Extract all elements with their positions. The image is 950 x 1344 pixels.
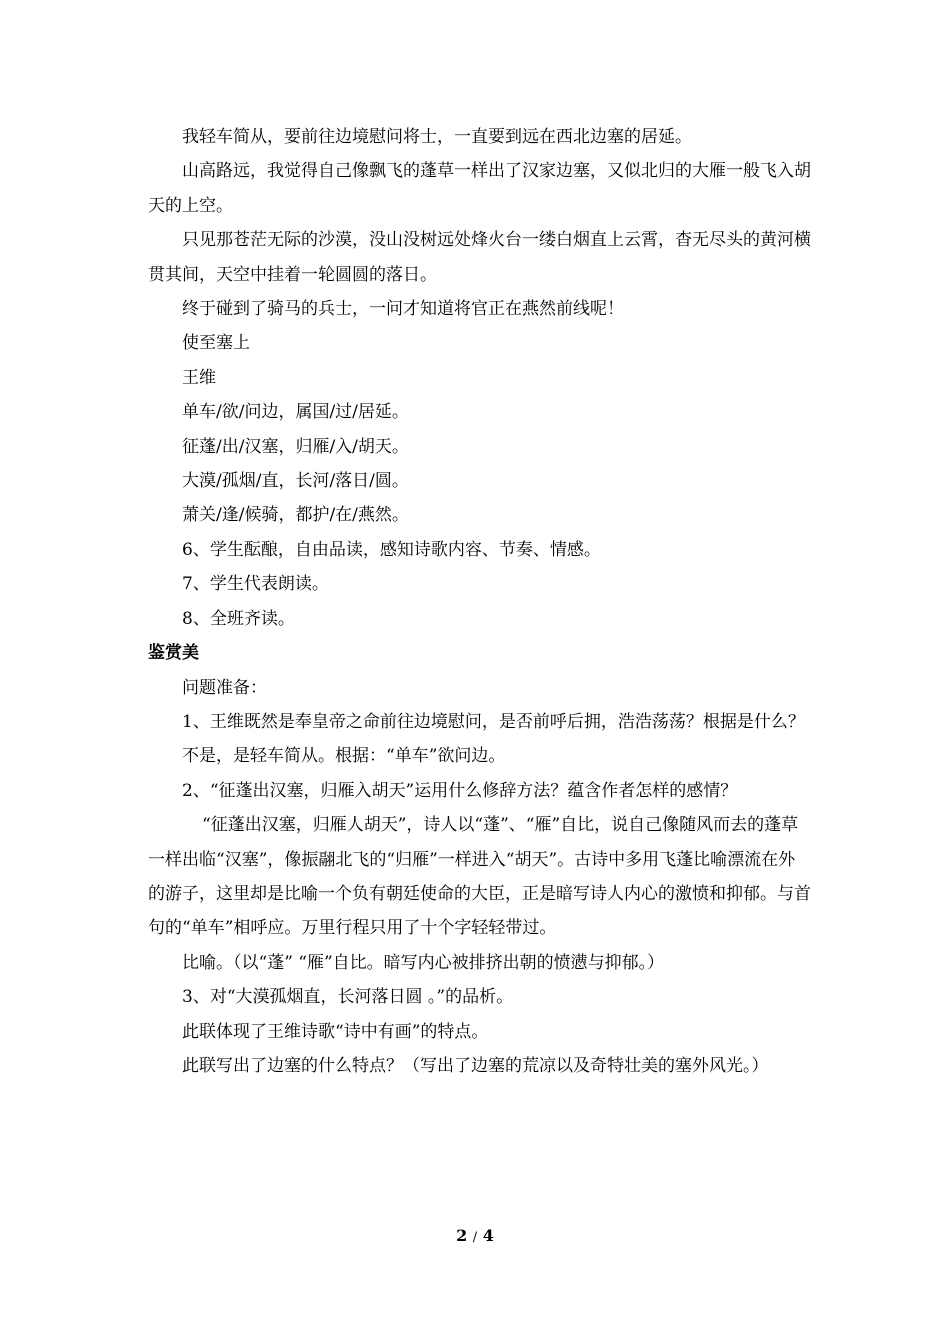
paragraph: 我轻车简从，要前往边境慰问将士，一直要到远在西北边塞的居延。 <box>182 127 692 147</box>
question: 1、王维既然是奉皇帝之命前往边境慰问，是否前呼后拥，浩浩荡荡？根据是什么？ <box>182 711 805 732</box>
poem-line: 征蓬/出/汉塞，归雁/入/胡天。 <box>182 436 409 457</box>
answer: 比喻。（以“蓬” “雁”自比。暗写内心被排挤出朝的愤懑与抑郁。） <box>182 952 665 973</box>
paragraph: 只见那苍茫无际的沙漠，没山没树远处烽火台一缕白烟直上云霄，杳无尽头的黄河横贯其间，天空中挂着一轮圆圆的落日。 <box>148 230 811 285</box>
paragraph: 问题准备： <box>182 677 267 698</box>
paragraph: 终于碰到了骑马的兵士，一问才知道将官正在燕然前线呢！ <box>182 299 624 320</box>
answer: 此联体现了王维诗歌“诗中有画”的特点。 <box>182 1021 489 1042</box>
paragraph: 山高路远，我觉得自己像飘飞的蓬草一样出了汉家边塞，又似北归的大雁一般飞入胡天的上空。 <box>148 161 811 216</box>
page-separator: / <box>472 1230 478 1245</box>
poem-line: 单车/欲/问边，属国/过/居延。 <box>182 402 409 423</box>
question: 3、对“大漠孤烟直，长河落日圆 。”的品析。 <box>182 987 514 1008</box>
document-body <box>148 120 812 1083</box>
page-current: 2 <box>456 1226 468 1245</box>
answer: 不是，是轻车简从。根据：“单车”欲问边。 <box>182 746 506 767</box>
step-item: 6、学生酝酿，自由品读，感知诗歌内容、节奏、情感。 <box>182 539 601 560</box>
page-total: 4 <box>482 1226 494 1245</box>
poem-author: 王维 <box>182 367 216 388</box>
question: 2、“征蓬出汉塞，归雁入胡天”运用什么修辞方法？蕴含作者怎样的感情？ <box>182 780 738 801</box>
poem-line: 萧关/逢/候骑，都护/在/燕然。 <box>182 505 409 526</box>
section-heading: 鉴赏美 <box>148 643 199 664</box>
step-item: 8、全班齐读。 <box>182 608 295 629</box>
step-item: 7、学生代表朗读。 <box>182 574 329 595</box>
poem-line: 大漠/孤烟/直，长河/落日/圆。 <box>182 471 409 492</box>
answer: 此联写出了边塞的什么特点？（写出了边塞的荒凉以及奇特壮美的塞外风光。） <box>182 1055 769 1076</box>
page-number <box>0 1226 950 1245</box>
answer: “征蓬出汉塞，归雁人胡天”，诗人以“蓬”、“雁”自比，说自己像随风而去的蓬草一样出临“汉塞”，像振翮北飞的“归雁”一样进入“胡天”。古诗中多用飞蓬比喻漂流在外的游子，这里却是比喻一个负有朝廷使命的大臣，正是暗写诗人内心的激愤和抑郁。与首句的“单车”相呼应。万里行程只用了十个字轻轻带过。 <box>148 815 811 939</box>
poem-title: 使至塞上 <box>182 333 250 354</box>
